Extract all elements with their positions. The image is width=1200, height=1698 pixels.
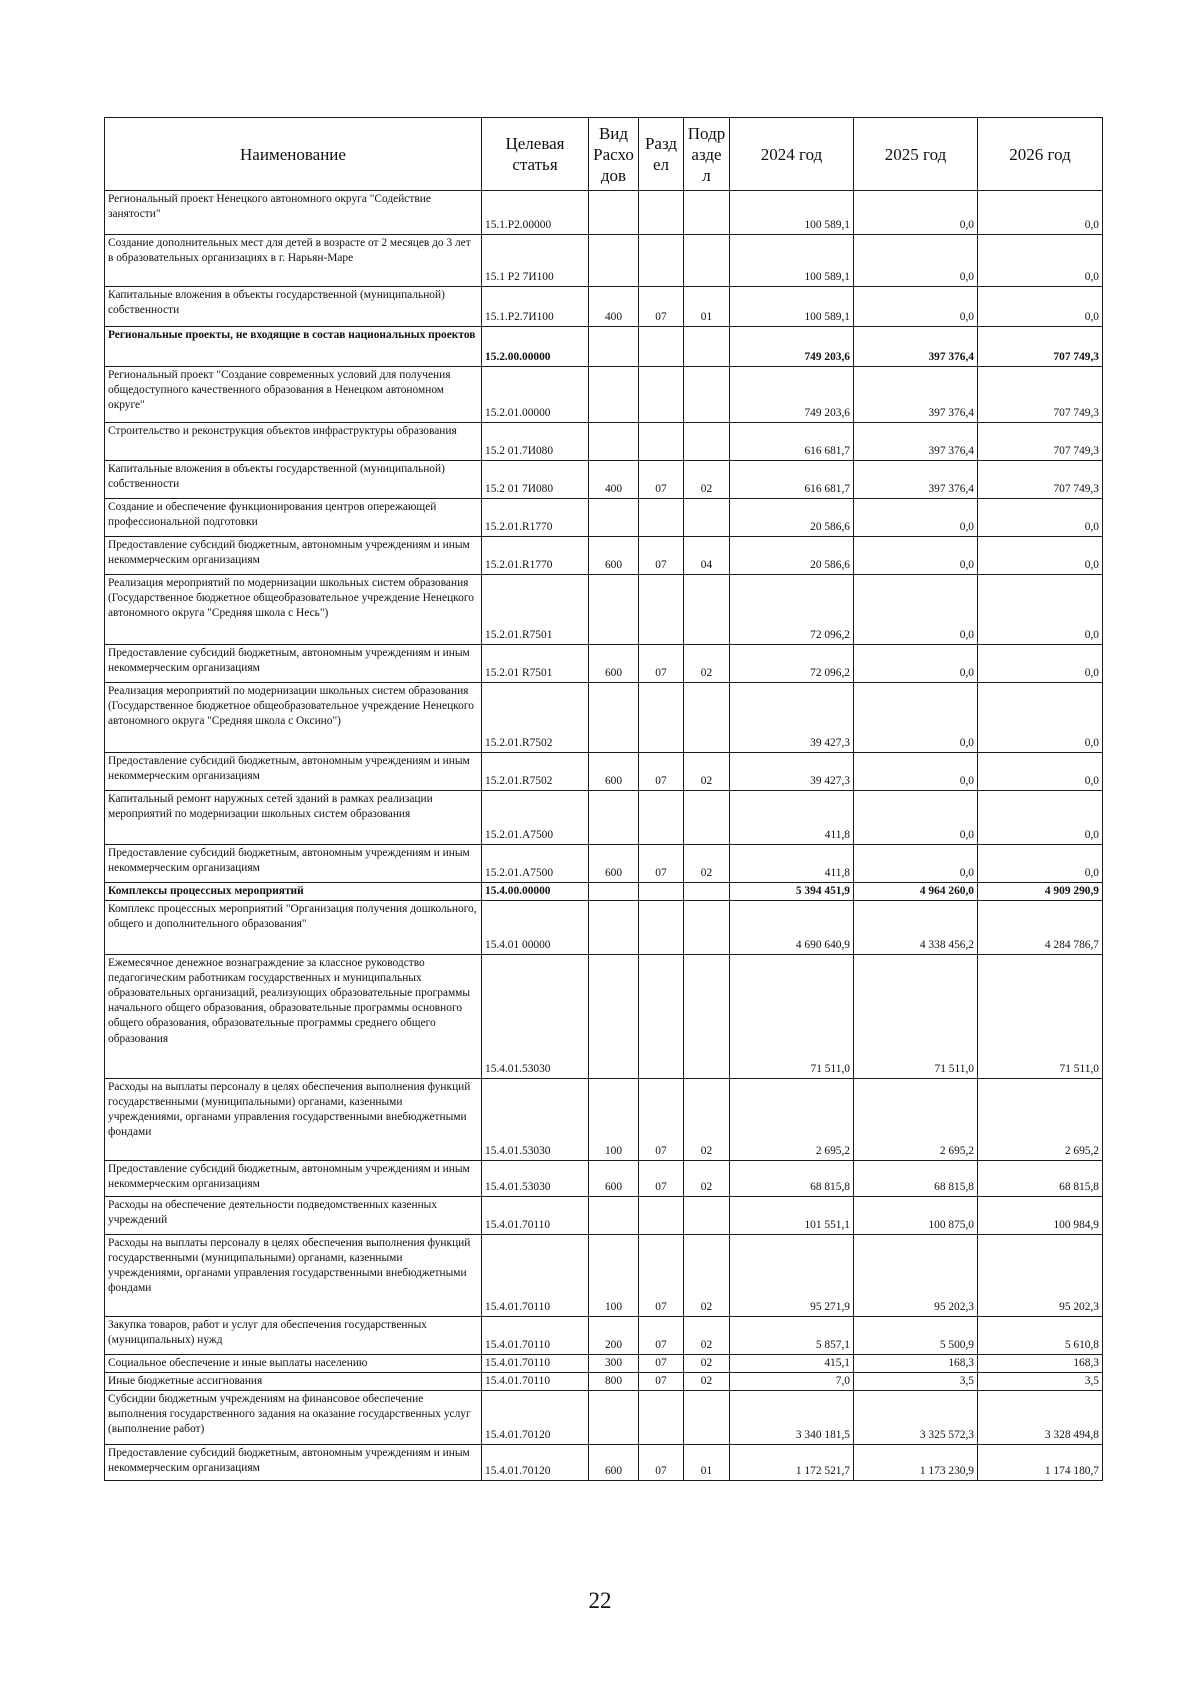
row-expense-type-cell: 300: [589, 1355, 639, 1373]
row-name-cell: Региональный проект Ненецкого автономного округа "Содействие занятости": [105, 191, 482, 235]
row-target-article-cell: 15.2.01.R7502: [482, 753, 589, 791]
row-subsection-cell: 01: [684, 1445, 730, 1481]
row-target-article-cell: 15.4.00.00000: [482, 883, 589, 901]
col-header-target-article: Целевая статья: [482, 118, 589, 191]
row-section-cell: [639, 191, 684, 235]
table-row: [105, 1161, 1103, 1197]
row-expense-type-cell: 600: [589, 753, 639, 791]
row-name-cell: Предоставление субсидий бюджетным, автономным учреждениям и иным некоммерческим организациям: [105, 1161, 482, 1197]
table-row: [105, 791, 1103, 845]
row-target-article-cell: 15.2.01.А7500: [482, 791, 589, 845]
row-2025-cell: 3 325 572,3: [854, 1391, 978, 1445]
row-2024-cell: 5 394 451,9: [730, 883, 854, 901]
row-2025-cell: 0,0: [854, 845, 978, 883]
table-row: [105, 287, 1103, 327]
table-row: [105, 845, 1103, 883]
row-2026-cell: 0,0: [978, 575, 1103, 645]
row-subsection-cell: [684, 1197, 730, 1235]
row-2025-cell: 0,0: [854, 645, 978, 683]
row-2026-cell: 707 749,3: [978, 367, 1103, 423]
row-2026-cell: 5 610,8: [978, 1317, 1103, 1355]
row-section-cell: 07: [639, 537, 684, 575]
table-row: [105, 575, 1103, 645]
row-2026-cell: 0,0: [978, 537, 1103, 575]
row-name-cell: Региональные проекты, не входящие в состав национальных проектов: [105, 327, 482, 367]
row-subsection-cell: [684, 791, 730, 845]
row-2024-cell: 3 340 181,5: [730, 1391, 854, 1445]
row-section-cell: [639, 499, 684, 537]
row-2024-cell: 5 857,1: [730, 1317, 854, 1355]
table-row: [105, 901, 1103, 955]
row-expense-type-cell: 600: [589, 1445, 639, 1481]
row-2026-cell: 1 174 180,7: [978, 1445, 1103, 1481]
row-2025-cell: 0,0: [854, 499, 978, 537]
row-2025-cell: 0,0: [854, 683, 978, 753]
row-target-article-cell: 15.1 Р2 7И100: [482, 235, 589, 287]
row-section-cell: 07: [639, 1317, 684, 1355]
row-target-article-cell: 15.4.01.70110: [482, 1235, 589, 1317]
row-2026-cell: 71 511,0: [978, 955, 1103, 1079]
row-subsection-cell: [684, 191, 730, 235]
table-row: [105, 1373, 1103, 1391]
row-section-cell: [639, 367, 684, 423]
row-2026-cell: 0,0: [978, 683, 1103, 753]
col-header-2026: 2026 год: [978, 118, 1103, 191]
row-expense-type-cell: 100: [589, 1235, 639, 1317]
row-2026-cell: 707 749,3: [978, 461, 1103, 499]
row-2024-cell: 2 695,2: [730, 1079, 854, 1161]
row-2026-cell: 4 284 786,7: [978, 901, 1103, 955]
row-target-article-cell: 15.2.00.00000: [482, 327, 589, 367]
row-target-article-cell: 15.4.01.70110: [482, 1373, 589, 1391]
budget-table: [104, 117, 1103, 1481]
row-expense-type-cell: 600: [589, 537, 639, 575]
row-subsection-cell: [684, 683, 730, 753]
row-2025-cell: 5 500,9: [854, 1317, 978, 1355]
row-2024-cell: 411,8: [730, 845, 854, 883]
row-section-cell: 07: [639, 287, 684, 327]
row-subsection-cell: [684, 327, 730, 367]
row-target-article-cell: 15.4.01.70110: [482, 1197, 589, 1235]
row-subsection-cell: 02: [684, 1373, 730, 1391]
row-target-article-cell: 15.4.01.53030: [482, 1161, 589, 1197]
table-row: [105, 1355, 1103, 1373]
table-row: [105, 1235, 1103, 1317]
row-expense-type-cell: [589, 1197, 639, 1235]
row-expense-type-cell: 600: [589, 645, 639, 683]
row-2024-cell: 1 172 521,7: [730, 1445, 854, 1481]
row-2026-cell: 707 749,3: [978, 327, 1103, 367]
row-2025-cell: 0,0: [854, 791, 978, 845]
row-2024-cell: 39 427,3: [730, 753, 854, 791]
row-expense-type-cell: 200: [589, 1317, 639, 1355]
row-name-cell: Предоставление субсидий бюджетным, автономным учреждениям и иным некоммерческим организациям: [105, 753, 482, 791]
row-section-cell: [639, 327, 684, 367]
row-name-cell: Региональный проект "Создание современных условий для получения общедоступного качественного образования в Ненецком автономном округе": [105, 367, 482, 423]
row-section-cell: [639, 235, 684, 287]
row-expense-type-cell: 400: [589, 461, 639, 499]
row-name-cell: Предоставление субсидий бюджетным, автономным учреждениям и иным некоммерческим организациям: [105, 537, 482, 575]
row-subsection-cell: 02: [684, 461, 730, 499]
row-name-cell: Создание и обеспечение функционирования центров опережающей профессиональной подготовки: [105, 499, 482, 537]
row-section-cell: 07: [639, 1445, 684, 1481]
row-2024-cell: 616 681,7: [730, 423, 854, 461]
row-name-cell: Ежемесячное денежное вознаграждение за классное руководство педагогическим работникам государственных и муниципальных образовательных организаций, реализующих образовательные программы начального общего образования, образовательные программы основного общего образования, образовательные программы среднего общего образования: [105, 955, 482, 1079]
row-subsection-cell: 02: [684, 1079, 730, 1161]
table-row: [105, 235, 1103, 287]
row-2024-cell: 616 681,7: [730, 461, 854, 499]
row-target-article-cell: 15.2.01.00000: [482, 367, 589, 423]
row-target-article-cell: 15.2 01.7И080: [482, 423, 589, 461]
row-2026-cell: 0,0: [978, 845, 1103, 883]
row-2024-cell: 71 511,0: [730, 955, 854, 1079]
row-name-cell: Комплексы процессных мероприятий: [105, 883, 482, 901]
row-2024-cell: 415,1: [730, 1355, 854, 1373]
row-expense-type-cell: [589, 683, 639, 753]
row-subsection-cell: [684, 423, 730, 461]
row-expense-type-cell: [589, 367, 639, 423]
row-2026-cell: 95 202,3: [978, 1235, 1103, 1317]
row-2024-cell: 20 586,6: [730, 537, 854, 575]
row-name-cell: Создание дополнительных мест для детей в возрасте от 2 месяцев до 3 лет в образовательных организациях в г. Нарьян-Маре: [105, 235, 482, 287]
row-2025-cell: 68 815,8: [854, 1161, 978, 1197]
row-expense-type-cell: [589, 191, 639, 235]
row-2026-cell: 0,0: [978, 753, 1103, 791]
row-target-article-cell: 15.1.Р2.00000: [482, 191, 589, 235]
row-2026-cell: 68 815,8: [978, 1161, 1103, 1197]
row-2026-cell: 3 328 494,8: [978, 1391, 1103, 1445]
row-subsection-cell: 01: [684, 287, 730, 327]
row-2026-cell: 0,0: [978, 645, 1103, 683]
row-subsection-cell: 02: [684, 1317, 730, 1355]
row-2025-cell: 71 511,0: [854, 955, 978, 1079]
table-header-row: [105, 118, 1103, 191]
table-row: [105, 367, 1103, 423]
row-2024-cell: 7,0: [730, 1373, 854, 1391]
row-expense-type-cell: [589, 1391, 639, 1445]
row-subsection-cell: 02: [684, 845, 730, 883]
row-2025-cell: 0,0: [854, 537, 978, 575]
row-target-article-cell: 15.4.01.70110: [482, 1317, 589, 1355]
row-subsection-cell: [684, 901, 730, 955]
row-2024-cell: 68 815,8: [730, 1161, 854, 1197]
row-2024-cell: 72 096,2: [730, 645, 854, 683]
row-section-cell: [639, 423, 684, 461]
row-2025-cell: 100 875,0: [854, 1197, 978, 1235]
col-header-2024: 2024 год: [730, 118, 854, 191]
row-section-cell: [639, 901, 684, 955]
page-number: 22: [588, 1588, 612, 1613]
row-name-cell: Капитальные вложения в объекты государственной (муниципальной) собственности: [105, 461, 482, 499]
row-2025-cell: 0,0: [854, 753, 978, 791]
row-target-article-cell: 15.2.01.R1770: [482, 499, 589, 537]
row-expense-type-cell: [589, 575, 639, 645]
col-header-section: Разд ел: [639, 118, 684, 191]
row-2025-cell: 397 376,4: [854, 461, 978, 499]
row-target-article-cell: 15.2.01.R1770: [482, 537, 589, 575]
row-2025-cell: 168,3: [854, 1355, 978, 1373]
row-name-cell: Капитальный ремонт наружных сетей зданий в рамках реализации мероприятий по модернизации школьных систем образования: [105, 791, 482, 845]
row-2025-cell: 0,0: [854, 575, 978, 645]
row-target-article-cell: 15.4.01 00000: [482, 901, 589, 955]
row-2025-cell: 0,0: [854, 235, 978, 287]
row-2024-cell: 101 551,1: [730, 1197, 854, 1235]
row-2025-cell: 4 338 456,2: [854, 901, 978, 955]
row-2026-cell: 707 749,3: [978, 423, 1103, 461]
row-2026-cell: 2 695,2: [978, 1079, 1103, 1161]
row-2024-cell: 100 589,1: [730, 235, 854, 287]
table-row: [105, 461, 1103, 499]
row-target-article-cell: 15.4.01.70120: [482, 1445, 589, 1481]
row-name-cell: Капитальные вложения в объекты государственной (муниципальной) собственности: [105, 287, 482, 327]
row-target-article-cell: 15.2 01 7И080: [482, 461, 589, 499]
table-row: [105, 955, 1103, 1079]
row-name-cell: Социальное обеспечение и иные выплаты населению: [105, 1355, 482, 1373]
table-row: [105, 645, 1103, 683]
row-2026-cell: 0,0: [978, 499, 1103, 537]
row-section-cell: 07: [639, 1079, 684, 1161]
row-2025-cell: 397 376,4: [854, 327, 978, 367]
row-section-cell: [639, 683, 684, 753]
row-name-cell: Расходы на обеспечение деятельности подведомственных казенных учреждений: [105, 1197, 482, 1235]
row-section-cell: [639, 791, 684, 845]
row-target-article-cell: 15.1.Р2.7И100: [482, 287, 589, 327]
row-expense-type-cell: 800: [589, 1373, 639, 1391]
row-2024-cell: 749 203,6: [730, 327, 854, 367]
row-name-cell: Комплекс процессных мероприятий "Организация получения дошкольного, общего и дополнительного образования": [105, 901, 482, 955]
row-target-article-cell: 15.4.01.70120: [482, 1391, 589, 1445]
row-subsection-cell: [684, 1391, 730, 1445]
row-name-cell: Реализация мероприятий по модернизации школьных систем образования (Государственное бюджетное общеобразовательное учреждение Ненецкого автономного округа "Средняя школа с Несь"): [105, 575, 482, 645]
table-body: [105, 191, 1103, 1481]
row-expense-type-cell: [589, 883, 639, 901]
row-section-cell: 07: [639, 1373, 684, 1391]
row-name-cell: Закупка товаров, работ и услуг для обеспечения государственных (муниципальных) нужд: [105, 1317, 482, 1355]
row-expense-type-cell: 600: [589, 1161, 639, 1197]
row-name-cell: Предоставление субсидий бюджетным, автономным учреждениям и иным некоммерческим организациям: [105, 1445, 482, 1481]
row-target-article-cell: 15.4.01.70110: [482, 1355, 589, 1373]
row-name-cell: Расходы на выплаты персоналу в целях обеспечения выполнения функций государственными (муниципальными) органами, казенными учреждениями, органами управления государственными внебюджетными фондами: [105, 1079, 482, 1161]
row-section-cell: 07: [639, 1235, 684, 1317]
row-2024-cell: 72 096,2: [730, 575, 854, 645]
table-row: [105, 683, 1103, 753]
col-header-2025: 2025 год: [854, 118, 978, 191]
table-row: [105, 1079, 1103, 1161]
row-2025-cell: 397 376,4: [854, 367, 978, 423]
budget-table-container: [104, 117, 1102, 1481]
row-subsection-cell: 02: [684, 753, 730, 791]
row-target-article-cell: 15.2.01.А7500: [482, 845, 589, 883]
row-section-cell: [639, 955, 684, 1079]
row-expense-type-cell: [589, 423, 639, 461]
row-expense-type-cell: [589, 901, 639, 955]
row-2024-cell: 411,8: [730, 791, 854, 845]
row-subsection-cell: [684, 883, 730, 901]
table-row: [105, 883, 1103, 901]
row-expense-type-cell: 600: [589, 845, 639, 883]
row-2024-cell: 20 586,6: [730, 499, 854, 537]
row-section-cell: 07: [639, 753, 684, 791]
row-section-cell: [639, 1391, 684, 1445]
row-subsection-cell: 02: [684, 1161, 730, 1197]
row-2025-cell: 1 173 230,9: [854, 1445, 978, 1481]
row-2026-cell: 0,0: [978, 791, 1103, 845]
row-name-cell: Предоставление субсидий бюджетным, автономным учреждениям и иным некоммерческим организациям: [105, 645, 482, 683]
row-section-cell: 07: [639, 845, 684, 883]
row-2026-cell: 0,0: [978, 235, 1103, 287]
row-subsection-cell: [684, 367, 730, 423]
row-expense-type-cell: 400: [589, 287, 639, 327]
row-name-cell: Строительство и реконструкция объектов инфраструктуры образования: [105, 423, 482, 461]
row-2025-cell: 4 964 260,0: [854, 883, 978, 901]
row-section-cell: 07: [639, 1161, 684, 1197]
row-section-cell: 07: [639, 1355, 684, 1373]
row-section-cell: 07: [639, 461, 684, 499]
row-2025-cell: 0,0: [854, 191, 978, 235]
row-subsection-cell: [684, 499, 730, 537]
row-expense-type-cell: [589, 791, 639, 845]
table-row: [105, 537, 1103, 575]
table-row: [105, 1197, 1103, 1235]
row-section-cell: 07: [639, 645, 684, 683]
row-subsection-cell: 02: [684, 1355, 730, 1373]
col-header-subsection: Подр азде л: [684, 118, 730, 191]
row-expense-type-cell: [589, 955, 639, 1079]
row-section-cell: [639, 883, 684, 901]
row-2024-cell: 749 203,6: [730, 367, 854, 423]
row-subsection-cell: 04: [684, 537, 730, 575]
row-2025-cell: 95 202,3: [854, 1235, 978, 1317]
table-row: [105, 423, 1103, 461]
row-2026-cell: 168,3: [978, 1355, 1103, 1373]
row-expense-type-cell: 100: [589, 1079, 639, 1161]
row-2026-cell: 0,0: [978, 191, 1103, 235]
row-subsection-cell: 02: [684, 1235, 730, 1317]
row-name-cell: Иные бюджетные ассигнования: [105, 1373, 482, 1391]
table-row: [105, 1445, 1103, 1481]
row-2025-cell: 2 695,2: [854, 1079, 978, 1161]
row-2024-cell: 4 690 640,9: [730, 901, 854, 955]
row-expense-type-cell: [589, 235, 639, 287]
table-row: [105, 1391, 1103, 1445]
row-2026-cell: 4 909 290,9: [978, 883, 1103, 901]
row-2024-cell: 100 589,1: [730, 287, 854, 327]
row-subsection-cell: [684, 235, 730, 287]
row-section-cell: [639, 1197, 684, 1235]
row-2026-cell: 100 984,9: [978, 1197, 1103, 1235]
row-expense-type-cell: [589, 499, 639, 537]
row-target-article-cell: 15.4.01.53030: [482, 1079, 589, 1161]
row-2024-cell: 39 427,3: [730, 683, 854, 753]
row-2025-cell: 0,0: [854, 287, 978, 327]
row-name-cell: Реализация мероприятий по модернизации школьных систем образования (Государственное бюджетное общеобразовательное учреждение Ненецкого автономного округа "Средняя школа с Оксино"): [105, 683, 482, 753]
row-name-cell: Расходы на выплаты персоналу в целях обеспечения выполнения функций государственными (муниципальными) органами, казенными учреждениями, органами управления государственными внебюджетными фондами: [105, 1235, 482, 1317]
row-2026-cell: 0,0: [978, 287, 1103, 327]
row-subsection-cell: [684, 575, 730, 645]
row-section-cell: [639, 575, 684, 645]
row-2025-cell: 3,5: [854, 1373, 978, 1391]
row-target-article-cell: 15.2.01 R7501: [482, 645, 589, 683]
table-row: [105, 1317, 1103, 1355]
table-row: [105, 499, 1103, 537]
row-2024-cell: 100 589,1: [730, 191, 854, 235]
row-2024-cell: 95 271,9: [730, 1235, 854, 1317]
table-row: [105, 327, 1103, 367]
row-2026-cell: 3,5: [978, 1373, 1103, 1391]
row-target-article-cell: 15.4.01.53030: [482, 955, 589, 1079]
row-target-article-cell: 15.2.01.R7502: [482, 683, 589, 753]
row-target-article-cell: 15.2.01.R7501: [482, 575, 589, 645]
row-subsection-cell: 02: [684, 645, 730, 683]
row-2025-cell: 397 376,4: [854, 423, 978, 461]
row-expense-type-cell: [589, 327, 639, 367]
table-row: [105, 191, 1103, 235]
row-name-cell: Субсидии бюджетным учреждениям на финансовое обеспечение выполнения государственного задания на оказание государственных услуг (выполнение работ): [105, 1391, 482, 1445]
row-subsection-cell: [684, 955, 730, 1079]
col-header-expense-type: Вид Расхо дов: [589, 118, 639, 191]
col-header-name: Наименование: [105, 118, 482, 191]
table-row: [105, 753, 1103, 791]
row-name-cell: Предоставление субсидий бюджетным, автономным учреждениям и иным некоммерческим организациям: [105, 845, 482, 883]
